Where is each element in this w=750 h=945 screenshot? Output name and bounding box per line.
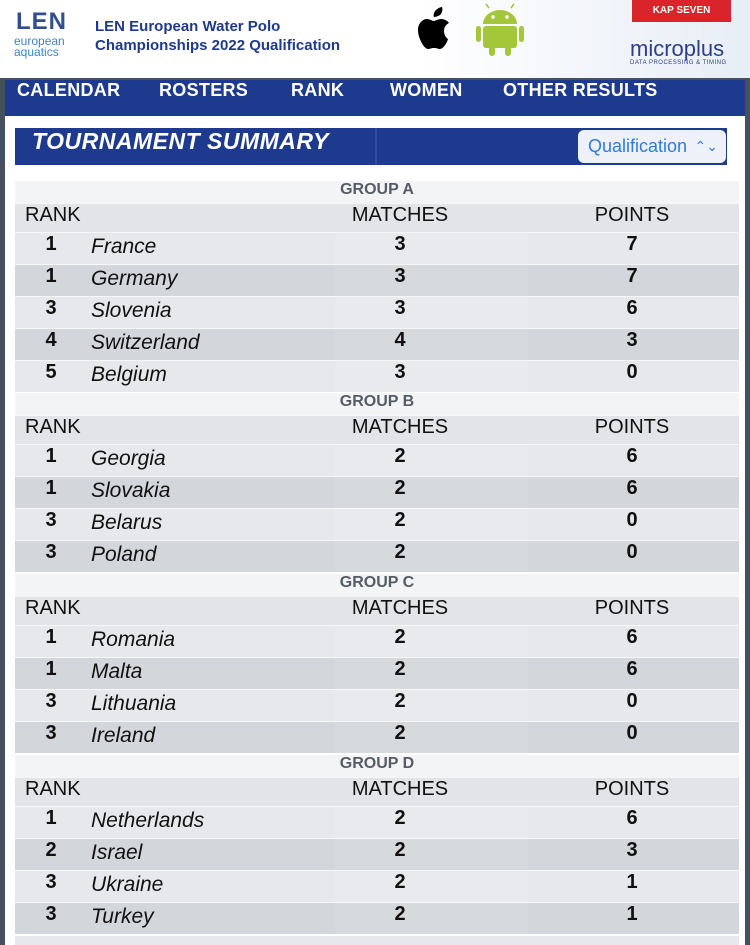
app-title <box>95 17 395 55</box>
table-row[interactable] <box>15 232 739 264</box>
table-row[interactable] <box>15 870 739 902</box>
group-title: GROUP A <box>15 181 739 203</box>
row-matches: 2 <box>394 722 406 744</box>
row-rank: 2 <box>45 839 57 861</box>
len-logo-mark: LEN <box>16 8 67 35</box>
table-row[interactable] <box>15 328 739 360</box>
row-rank: 4 <box>45 329 57 351</box>
row-team[interactable]: Netherlands <box>91 809 205 832</box>
row-team[interactable]: Georgia <box>91 447 166 470</box>
row-points: 6 <box>626 807 638 829</box>
nav-other-results[interactable]: OTHER RESULTS <box>503 80 658 100</box>
row-matches: 2 <box>394 903 406 925</box>
column-header-rank: RANK <box>25 416 81 438</box>
app-header <box>0 0 750 78</box>
row-matches: 2 <box>394 445 406 467</box>
apple-icon[interactable] <box>410 2 460 57</box>
table-row[interactable] <box>15 360 739 392</box>
column-header-points: POINTS <box>594 204 670 226</box>
row-matches: 3 <box>394 297 406 319</box>
row-team[interactable]: Ireland <box>91 724 156 747</box>
row-team[interactable]: Belgium <box>91 363 167 386</box>
row-team[interactable]: Lithuania <box>91 692 177 715</box>
table-row[interactable] <box>15 296 739 328</box>
row-team[interactable]: Romania <box>91 628 176 651</box>
row-points: 0 <box>626 509 638 531</box>
summary-divider <box>375 128 377 165</box>
row-rank: 3 <box>45 541 57 563</box>
row-rank: 1 <box>45 265 57 287</box>
table-row[interactable] <box>15 721 739 753</box>
group-title: GROUP B <box>15 393 739 415</box>
column-header-rank: RANK <box>25 204 81 226</box>
table-header-row <box>15 596 739 625</box>
nav-calendar[interactable]: CALENDAR <box>17 80 121 100</box>
row-matches: 2 <box>394 658 406 680</box>
table-header-row <box>15 415 739 444</box>
column-header-matches: MATCHES <box>351 204 449 226</box>
group-table <box>15 181 739 392</box>
row-team[interactable]: Malta <box>91 660 143 683</box>
row-matches: 2 <box>394 871 406 893</box>
row-points: 0 <box>626 690 638 712</box>
group-table <box>15 393 739 572</box>
table-row[interactable] <box>15 838 739 870</box>
summary-header <box>15 128 727 165</box>
row-team[interactable]: Poland <box>91 543 157 566</box>
microplus-logo[interactable] <box>630 38 740 66</box>
row-matches: 2 <box>394 839 406 861</box>
nav-women[interactable]: WOMEN <box>390 80 463 100</box>
row-points: 3 <box>626 329 638 351</box>
chevron-updown-icon: ⌃⌄ <box>694 138 718 154</box>
android-icon[interactable] <box>475 2 525 57</box>
app-title-line2: Championships 2022 Qualification <box>95 37 341 54</box>
row-rank: 1 <box>45 445 57 467</box>
len-logo-subtitle: european aquatics <box>14 34 65 59</box>
table-row[interactable] <box>15 264 739 296</box>
table-row[interactable] <box>15 689 739 721</box>
row-rank: 1 <box>45 477 57 499</box>
row-matches: 3 <box>394 265 406 287</box>
row-team[interactable]: Ukraine <box>91 873 164 896</box>
row-team[interactable]: Israel <box>91 841 143 864</box>
row-points: 1 <box>626 903 638 925</box>
group-title: GROUP D <box>15 755 739 777</box>
row-points: 0 <box>626 541 638 563</box>
row-points: 1 <box>626 871 638 893</box>
row-matches: 2 <box>394 509 406 531</box>
nav-rosters[interactable]: ROSTERS <box>159 80 249 100</box>
row-team[interactable]: Switzerland <box>91 331 200 354</box>
len-logo[interactable] <box>14 8 76 59</box>
microplus-logo-name: microplus <box>630 36 725 61</box>
row-points: 7 <box>626 233 638 255</box>
table-header-row <box>15 777 739 806</box>
row-rank: 1 <box>45 626 57 648</box>
row-rank: 3 <box>45 297 57 319</box>
table-row[interactable] <box>15 902 739 934</box>
microplus-logo-subtitle: DATA PROCESSING & TIMING <box>630 60 727 66</box>
row-rank: 1 <box>45 233 57 255</box>
table-row[interactable] <box>15 444 739 476</box>
row-rank: 5 <box>45 361 57 383</box>
main-nav <box>5 80 745 116</box>
column-header-rank: RANK <box>25 597 81 619</box>
app-title-line1: LEN European Water Polo <box>95 18 281 35</box>
column-header-matches: MATCHES <box>351 778 449 800</box>
row-rank: 1 <box>45 658 57 680</box>
row-rank: 3 <box>45 903 57 925</box>
row-rank: 3 <box>45 871 57 893</box>
phase-select-value: Qualification <box>588 136 688 156</box>
table-row[interactable] <box>15 476 739 508</box>
row-rank: 1 <box>45 807 57 829</box>
nav-rank[interactable]: RANK <box>291 80 345 100</box>
column-header-rank: RANK <box>25 778 81 800</box>
row-matches: 3 <box>394 233 406 255</box>
group-title: GROUP C <box>15 574 739 596</box>
row-matches: 4 <box>394 329 406 351</box>
row-team[interactable]: Belarus <box>91 511 163 534</box>
table-row[interactable] <box>15 625 739 657</box>
column-header-points: POINTS <box>594 597 670 619</box>
group-table <box>15 574 739 753</box>
row-points: 6 <box>626 445 638 467</box>
row-points: 6 <box>626 297 638 319</box>
table-row[interactable] <box>15 806 739 838</box>
table-row[interactable] <box>15 540 739 572</box>
table-row[interactable] <box>15 508 739 540</box>
row-rank: 3 <box>45 690 57 712</box>
row-matches: 2 <box>394 541 406 563</box>
table-header-row <box>15 203 739 232</box>
kap-seven-logo[interactable]: KAP SEVEN <box>632 0 731 22</box>
row-matches: 2 <box>394 626 406 648</box>
row-matches: 2 <box>394 807 406 829</box>
row-matches: 2 <box>394 690 406 712</box>
row-points: 6 <box>626 658 638 680</box>
column-header-points: POINTS <box>594 778 670 800</box>
row-team[interactable]: Slovenia <box>91 299 172 322</box>
row-matches: 2 <box>394 477 406 499</box>
phase-select[interactable] <box>578 130 726 163</box>
content-panel <box>5 116 745 945</box>
row-points: 6 <box>626 477 638 499</box>
row-points: 3 <box>626 839 638 861</box>
row-points: 0 <box>626 361 638 383</box>
column-header-points: POINTS <box>594 416 670 438</box>
row-rank: 3 <box>45 509 57 531</box>
row-team[interactable]: Turkey <box>91 905 154 928</box>
row-matches: 3 <box>394 361 406 383</box>
column-header-matches: MATCHES <box>351 597 449 619</box>
group-table <box>15 755 739 934</box>
row-team[interactable]: Germany <box>91 267 178 290</box>
row-team[interactable]: France <box>91 235 157 258</box>
row-rank: 3 <box>45 722 57 744</box>
column-header-matches: MATCHES <box>351 416 449 438</box>
summary-title: TOURNAMENT SUMMARY <box>32 128 329 154</box>
row-points: 6 <box>626 626 638 648</box>
row-points: 0 <box>626 722 638 744</box>
row-team[interactable]: Slovakia <box>91 479 171 502</box>
table-bottom-strip <box>15 936 739 945</box>
table-row[interactable] <box>15 657 739 689</box>
row-points: 7 <box>626 265 638 287</box>
